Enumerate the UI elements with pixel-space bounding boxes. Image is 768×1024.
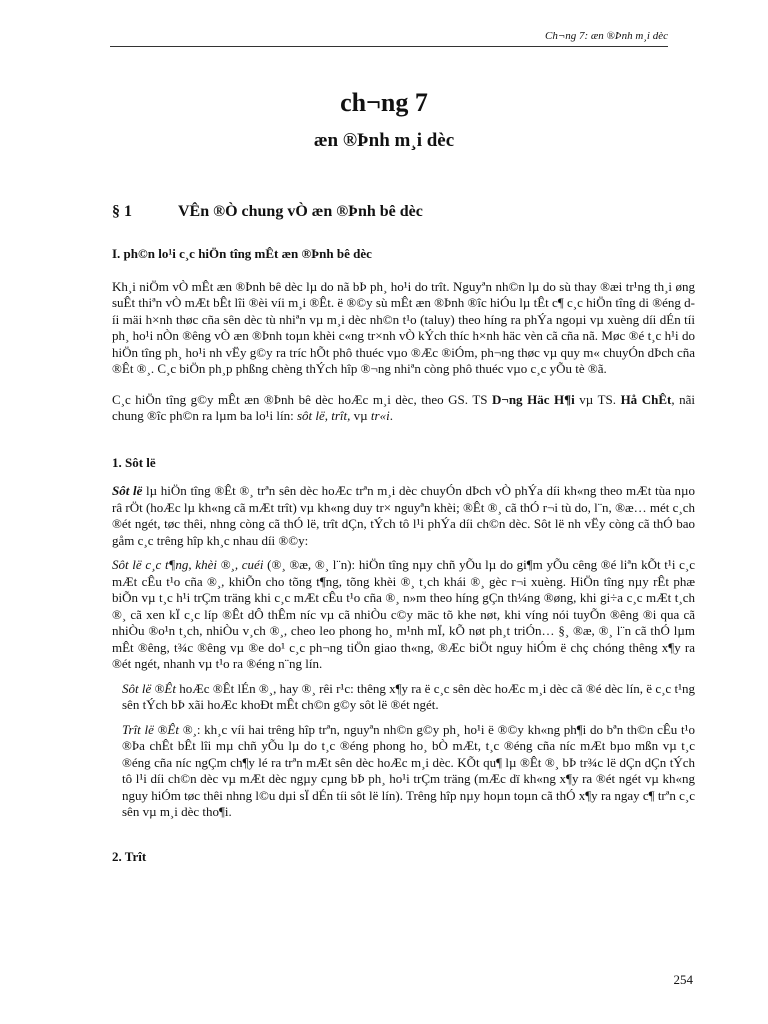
paragraph-rockfall bbox=[112, 557, 695, 673]
document-body bbox=[112, 246, 695, 865]
term: Trît lë ®Êt ®¸ bbox=[122, 721, 197, 737]
text-run: vµ bbox=[350, 408, 371, 423]
text-run: lµ hiÖn tîng ®Êt ®¸ trªn sên dèc hoÆc trªn m¸i dèc chuyÓn dÞch vÒ phÝa díi kh«ng theo mÆt tùa nµo râ rÖt (hoÆc lµ kh«ng cã mÆt trît) vµ kh«ng duy tr× nguyªn khèi; ®Êt ®¸ cã thÓ r¬i tù do, l¨n, ®æ… mét c¸ch ®ét ngét, tøc thêi, nhng còng cã thÓ lë, trît dÇn, tÝch tô l¹i phÝa díi ch©n dèc. Sôt lë nh vËy còng cã thÓ bao gåm c¸c trêng hîp kh¸c nhau díi ®©y: bbox=[112, 483, 695, 548]
chapter-subtitle: æn ®Þnh m¸i dèc bbox=[313, 130, 455, 151]
paragraph-definition: Kh¸i niÖm vÒ mÊt æn ®Þnh bê dèc lµ do nã bÞ ph¸ ho¹i do trît. Nguyªn nh©n lµ do sù thay ®æi tr¹ng th¸i øng suÊt thiªn vÒ mÆt bÊt lîi ®èi víi m¸i ®Êt. ë ®©y sù mÊt æn ®Þnh ®îc hiÓu lµ tÊt c¶ c¸c hiÖn tîng di ®éng díi mäi h×nh thøc cña sên dèc tù nhiªn vµ m¸i dèc nh©n t¹o (taluy) theo híng ra phÝa ngoµi vµ xuèng díi dÉn tíi ph¸ ho¹i nÒn ®êng vÒ æn ®Þnh toµn khèi c«ng tr×nh vÒ kÝch thíc h×nh häc vèn cã cña nã. Møc ®é t¸c h¹i do hiÖn tîng ph¸ ho¹i nh vËy g©y ra tríc hÕt phô thuéc vµo ®Æc ®iÓm, ph¬ng thøc vµ quy m« chuyÓn dÞch cña ®Êt ®¸. C¸c biÖn ph¸p phßng chèng thÝch hîp ®¬ng nhiªn còng phô thuéc vµo c¸c yÕu tè ®ã. bbox=[112, 278, 695, 376]
term: Sôt lë c¸c t¶ng, khèi ®¸, cuéi bbox=[112, 557, 264, 572]
text-run: vµ TS. bbox=[574, 391, 621, 407]
text-run: . bbox=[389, 408, 393, 423]
text-run: , nãi chung ®îc ph©n ra lµm ba lo¹i lín: bbox=[112, 391, 696, 423]
text-run: : kh¸c víi hai trêng hîp trªn, nguyªn nh©n g©y ph¸ ho¹i ë ®©y kh«ng ph¶i do bªn th©n cÊu t¹o ®Þa chÊt bÊt lîi mµ chñ yÕu lµ do t¸c ®éng phong ho¸ bÒ mÆt, t¸c ®éng cña níc mÆt bµo mßn vµ t¸c ®éng cña níc ngÇm ch¶y lé ra trªn mÆt sên dèc hoÆc m¸i dèc. KÕt qu¶ lµ ®Êt ®¸ bÞ tr¾c lë dÇn dÇn tÝch tô l¹i díi ch©n dèc vµ mÆt dèc ngµy cµng bÞ ph¸ ho¹i trÇm träng (mÆc dï kh«ng x¶y ra ®ét ngét vµ kh«ng nguy hiÓm tøc thêi nhng l©u dµi sÏ dÉn tíi sôt lë lín). Trêng hîp nµy hoµn toµn cã thÓ x¶y ra ngay c¶ trªn c¸c sên vµ m¸i dèc tho¶i. bbox=[122, 721, 695, 819]
paragraph-soil-slide bbox=[112, 681, 695, 714]
text-run: hoÆc ®Êt lÉn ®¸, hay ®¸ rêi r¹c: thêng x¶y ra ë c¸c sên dèc hoÆc m¸i dèc cã ®é dèc lín, ë c¸c t¹ng sên tÝch bÞ xãi hoÆc khoÐt mÊt ch©n g©y sôt lë ®ét ngét. bbox=[122, 680, 695, 712]
running-header: Ch¬ng 7: æn ®Þnh m¸i dèc bbox=[110, 30, 668, 47]
section-title: VÊn ®Ò chung vÒ æn ®Þnh bê dèc bbox=[178, 203, 423, 220]
paragraph-landslide bbox=[112, 483, 695, 549]
page-number: 254 bbox=[673, 972, 693, 987]
text-run: C¸c hiÖn tîng g©y mÊt æn ®Þnh bê dèc hoÆc m¸i dèc, theo GS. TS bbox=[112, 391, 493, 407]
text-run: (®¸ ®æ, ®¸ l¨n): hiÖn tîng nµy chñ yÕu lµ do gi¶m yÕu cêng ®é liªn kÕt t¹i c¸c mÆt cÊu t¹o cña ®¸, khiÕn cho tõng t¶ng, tõng khèi ®¸ t¸ch khái ®¸ gèc r¬i xuèng. HiÖn tîng nµy rÊt phæ biÕn vµ t¸c h¹i trÇm träng khi c¸c mÆt cÊu t¹o cña ®¸ n»m theo híng gÇn th¼ng ®øng, khi gi÷a c¸c mÆt t¸ch ®¸ cã xen kÏ c¸c líp ®Êt dÔ thÊm níc vµ cã nhiÒu c©y mäc tõ khe nøt, khi víng nói tuyÕn ®êng ®i qua cã nhiÒu ®o¹n t¸ch, nhiÒu v¸ch ®¸, cheo leo phong ho¸ m¹nh mÏ, kÕ nøt ph¸t triÓn… §¸ ®æ, ®¸ l¨n cã thÓ lµm mÊt ®êng, t¾c ®êng vµ ®e do¹ c¸c ph¬ng tiÖn giao th«ng, ®Æc biÖt nguy hiÓm ë chç chóng thêng x¶y ra ®ét ngét, nhanh vµ t¹o ra ®éng n¨ng lín. bbox=[112, 557, 695, 671]
author-name: Hå ChÊt bbox=[620, 391, 672, 407]
term: Sôt lë ®Êt bbox=[122, 680, 176, 696]
term: tr«i bbox=[370, 408, 390, 423]
section-number: § 1 bbox=[112, 203, 132, 220]
paragraph-classification bbox=[112, 392, 695, 425]
paragraph-erosion-slide bbox=[112, 722, 695, 821]
term: sôt lë, trît, bbox=[296, 408, 351, 423]
subsection-heading-1: 1. Sôt lë bbox=[112, 454, 156, 470]
section-heading bbox=[112, 203, 423, 221]
term: Sôt lë bbox=[112, 483, 143, 498]
subsection-heading-2: 2. Trît bbox=[112, 848, 147, 864]
part-heading: I. ph©n lo¹i c¸c hiÖn tîng mÊt æn ®Þnh bê dèc bbox=[112, 246, 372, 261]
chapter-title: ch¬ng 7 bbox=[340, 88, 428, 117]
author-name: D¬ng Häc H¶i bbox=[492, 391, 575, 407]
